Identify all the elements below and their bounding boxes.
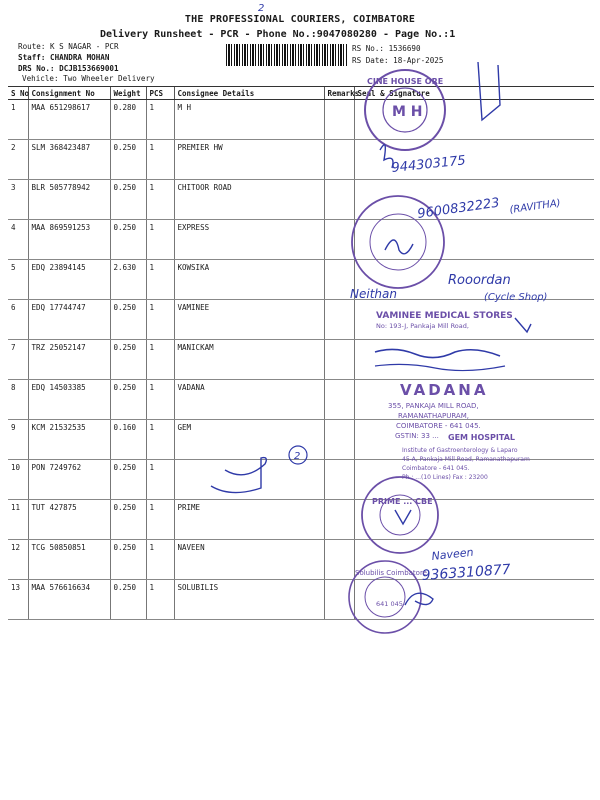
row5-sign: Neithan — [350, 287, 397, 301]
rs-number: RS No.: 1536690 — [352, 44, 421, 53]
cell-consignee: VADANA — [174, 380, 324, 420]
cell-weight: 0.250 — [110, 460, 146, 500]
row4-signature — [385, 240, 413, 254]
cell-consignee: SOLUBILIS — [174, 580, 324, 620]
cell-consignee: M H — [174, 100, 324, 140]
cell-sno: 6 — [8, 300, 28, 340]
vehicle-label: Vehicle: Two Wheeler Delivery — [22, 74, 155, 83]
cell-pcs: 1 — [146, 140, 174, 180]
row8-stamp-addr1: 355, PANKAJA MILL ROAD, — [388, 402, 479, 410]
cell-consignee: NAVEEN — [174, 540, 324, 580]
cell-sno: 13 — [8, 580, 28, 620]
page-mark: 2 — [258, 3, 265, 14]
row5-shop: (Cycle Shop) — [484, 292, 548, 303]
cell-consignment: MAA 576616634 — [28, 580, 110, 620]
col-consignee: Consignee Details — [174, 87, 324, 100]
row1-signature — [478, 62, 500, 120]
row5-name: Rooordan — [448, 273, 511, 288]
cell-pcs: 1 — [146, 580, 174, 620]
cell-weight: 0.250 — [110, 580, 146, 620]
row10-mark: 2 — [294, 451, 301, 462]
row11-stamp-ring: PRIME ... CBE — [372, 497, 433, 506]
cell-sno: 9 — [8, 420, 28, 460]
cell-sno: 3 — [8, 180, 28, 220]
cell-consignee: MANICKAM — [174, 340, 324, 380]
col-signature: Seal & Signature — [354, 87, 594, 100]
cell-pcs: 1 — [146, 340, 174, 380]
row9-stamp-line4: Ph : ...(10 Lines) Fax : 23200 — [402, 474, 488, 481]
row6-stamp-addr: No: 193-J, Pankaja Mill Road, — [376, 322, 469, 330]
cell-consignee: PREMIER HW — [174, 140, 324, 180]
row12-phone: 9363310877 — [421, 561, 512, 584]
col-remarks: Remarks — [324, 87, 354, 100]
col-pcs: PCS — [146, 87, 174, 100]
cell-sno: 2 — [8, 140, 28, 180]
cell-consignment: PON 7249762 — [28, 460, 110, 500]
cell-sno: 8 — [8, 380, 28, 420]
cell-sno: 10 — [8, 460, 28, 500]
staff-label: Staff: CHANDRA MOHAN — [18, 53, 110, 62]
row6-stamp-name: VAMINEE MEDICAL STORES — [376, 311, 513, 321]
cell-pcs: 1 — [146, 380, 174, 420]
cell-sno: 12 — [8, 540, 28, 580]
cell-weight: 0.160 — [110, 420, 146, 460]
cell-weight: 0.250 — [110, 380, 146, 420]
row3-phone: 9600832223 — [416, 195, 501, 222]
cell-consignment: KCM 21532535 — [28, 420, 110, 460]
cell-consignment: TUT 427875 — [28, 500, 110, 540]
row13-stamp-ring: Solubilis Coimbatore — [355, 569, 427, 577]
cell-weight: 0.250 — [110, 340, 146, 380]
row8-stamp-addr3: COIMBATORE - 641 045. — [396, 422, 481, 430]
row2-phone: 944303175 — [390, 153, 467, 176]
cell-consignee: PRIME — [174, 500, 324, 540]
cell-weight: 0.250 — [110, 180, 146, 220]
cell-sno: 7 — [8, 340, 28, 380]
col-sno: S No — [8, 87, 28, 100]
page-title: THE PROFESSIONAL COURIERS, COIMBATORE — [184, 14, 416, 25]
cell-consignment: SLM 368423487 — [28, 140, 110, 180]
row12-name: Naveen — [430, 545, 475, 563]
cell-consignment: BLR 505778942 — [28, 180, 110, 220]
row9-stamp-name: GEM HOSPITAL — [448, 433, 515, 442]
row8-stamp-name: VADANA — [400, 381, 489, 399]
cell-consignee: VAMINEE — [174, 300, 324, 340]
cell-pcs: 1 — [146, 260, 174, 300]
cell-weight: 0.250 — [110, 220, 146, 260]
col-consignment: Consignment No — [28, 87, 110, 100]
cell-pcs: 1 — [146, 500, 174, 540]
cell-consignee: CHITOOR ROAD — [174, 180, 324, 220]
row9-stamp-line3: Coimbatore - 641 045. — [402, 465, 470, 472]
route-label: Route: K S NAGAR - PCR — [18, 42, 119, 51]
cell-weight: 0.250 — [110, 300, 146, 340]
cell-consignment: EDQ 14503385 — [28, 380, 110, 420]
row7-signature-line — [375, 364, 505, 370]
row10-signature — [211, 458, 266, 493]
cell-weight: 0.250 — [110, 500, 146, 540]
drs-label: DRS No.: DCJB153669001 — [18, 64, 119, 73]
cell-sno: 11 — [8, 500, 28, 540]
cell-consignment: MAA 651298617 — [28, 100, 110, 140]
row1-stamp-ring: CINE HOUSE ORE — [367, 77, 444, 86]
cell-pcs: 1 — [146, 300, 174, 340]
cell-sno: 5 — [8, 260, 28, 300]
cell-consignment: TCG 50850851 — [28, 540, 110, 580]
cell-consignee: EXPRESS — [174, 220, 324, 260]
cell-pcs: 1 — [146, 420, 174, 460]
rs-date: RS Date: 18-Apr-2025 — [352, 56, 444, 65]
row1-stamp-center: M H — [392, 104, 423, 120]
cell-consignment: TRZ 25052147 — [28, 340, 110, 380]
row9-stamp-line1: Institute of Gastroenterology & Laparo — [402, 447, 518, 454]
row13-stamp-pin: 641 045 — [376, 600, 403, 608]
cell-consignment: EDQ 23894145 — [28, 260, 110, 300]
cell-pcs: 1 — [146, 180, 174, 220]
cell-weight: 0.250 — [110, 540, 146, 580]
row6-signature — [515, 318, 531, 332]
row1-stamp — [365, 70, 445, 150]
row3-name: (RAVITHA) — [508, 197, 562, 216]
cell-weight: 0.250 — [110, 140, 146, 180]
row11-stamp — [362, 477, 438, 553]
row9-stamp-line2: 45-A, Pankaja Mill Road, Ramanathapuram — [402, 456, 530, 463]
cell-weight: 2.630 — [110, 260, 146, 300]
row7-signature — [375, 349, 500, 357]
cell-pcs: 1 — [146, 460, 174, 500]
row13-signature — [405, 593, 433, 605]
row8-stamp-gstin: GSTIN: 33 ... — [395, 432, 439, 440]
cell-consignee: KOWSIKA — [174, 260, 324, 300]
row8-stamp-addr2: RAMANATHAPURAM, — [398, 412, 469, 420]
cell-sno: 4 — [8, 220, 28, 260]
cell-pcs: 1 — [146, 220, 174, 260]
sheet-title: Delivery Runsheet - PCR - Phone No.:9047080280 - Page No.:1 — [100, 29, 456, 40]
cell-consignment: EDQ 17744747 — [28, 300, 110, 340]
cell-pcs: 1 — [146, 100, 174, 140]
cell-pcs: 1 — [146, 540, 174, 580]
row13-stamp — [349, 561, 427, 633]
cell-consignment: MAA 869591253 — [28, 220, 110, 260]
cell-consignee: GEM — [174, 420, 324, 460]
cell-sno: 1 — [8, 100, 28, 140]
cell-weight: 0.280 — [110, 100, 146, 140]
col-weight: Weight — [110, 87, 146, 100]
row11-signature — [395, 510, 411, 524]
